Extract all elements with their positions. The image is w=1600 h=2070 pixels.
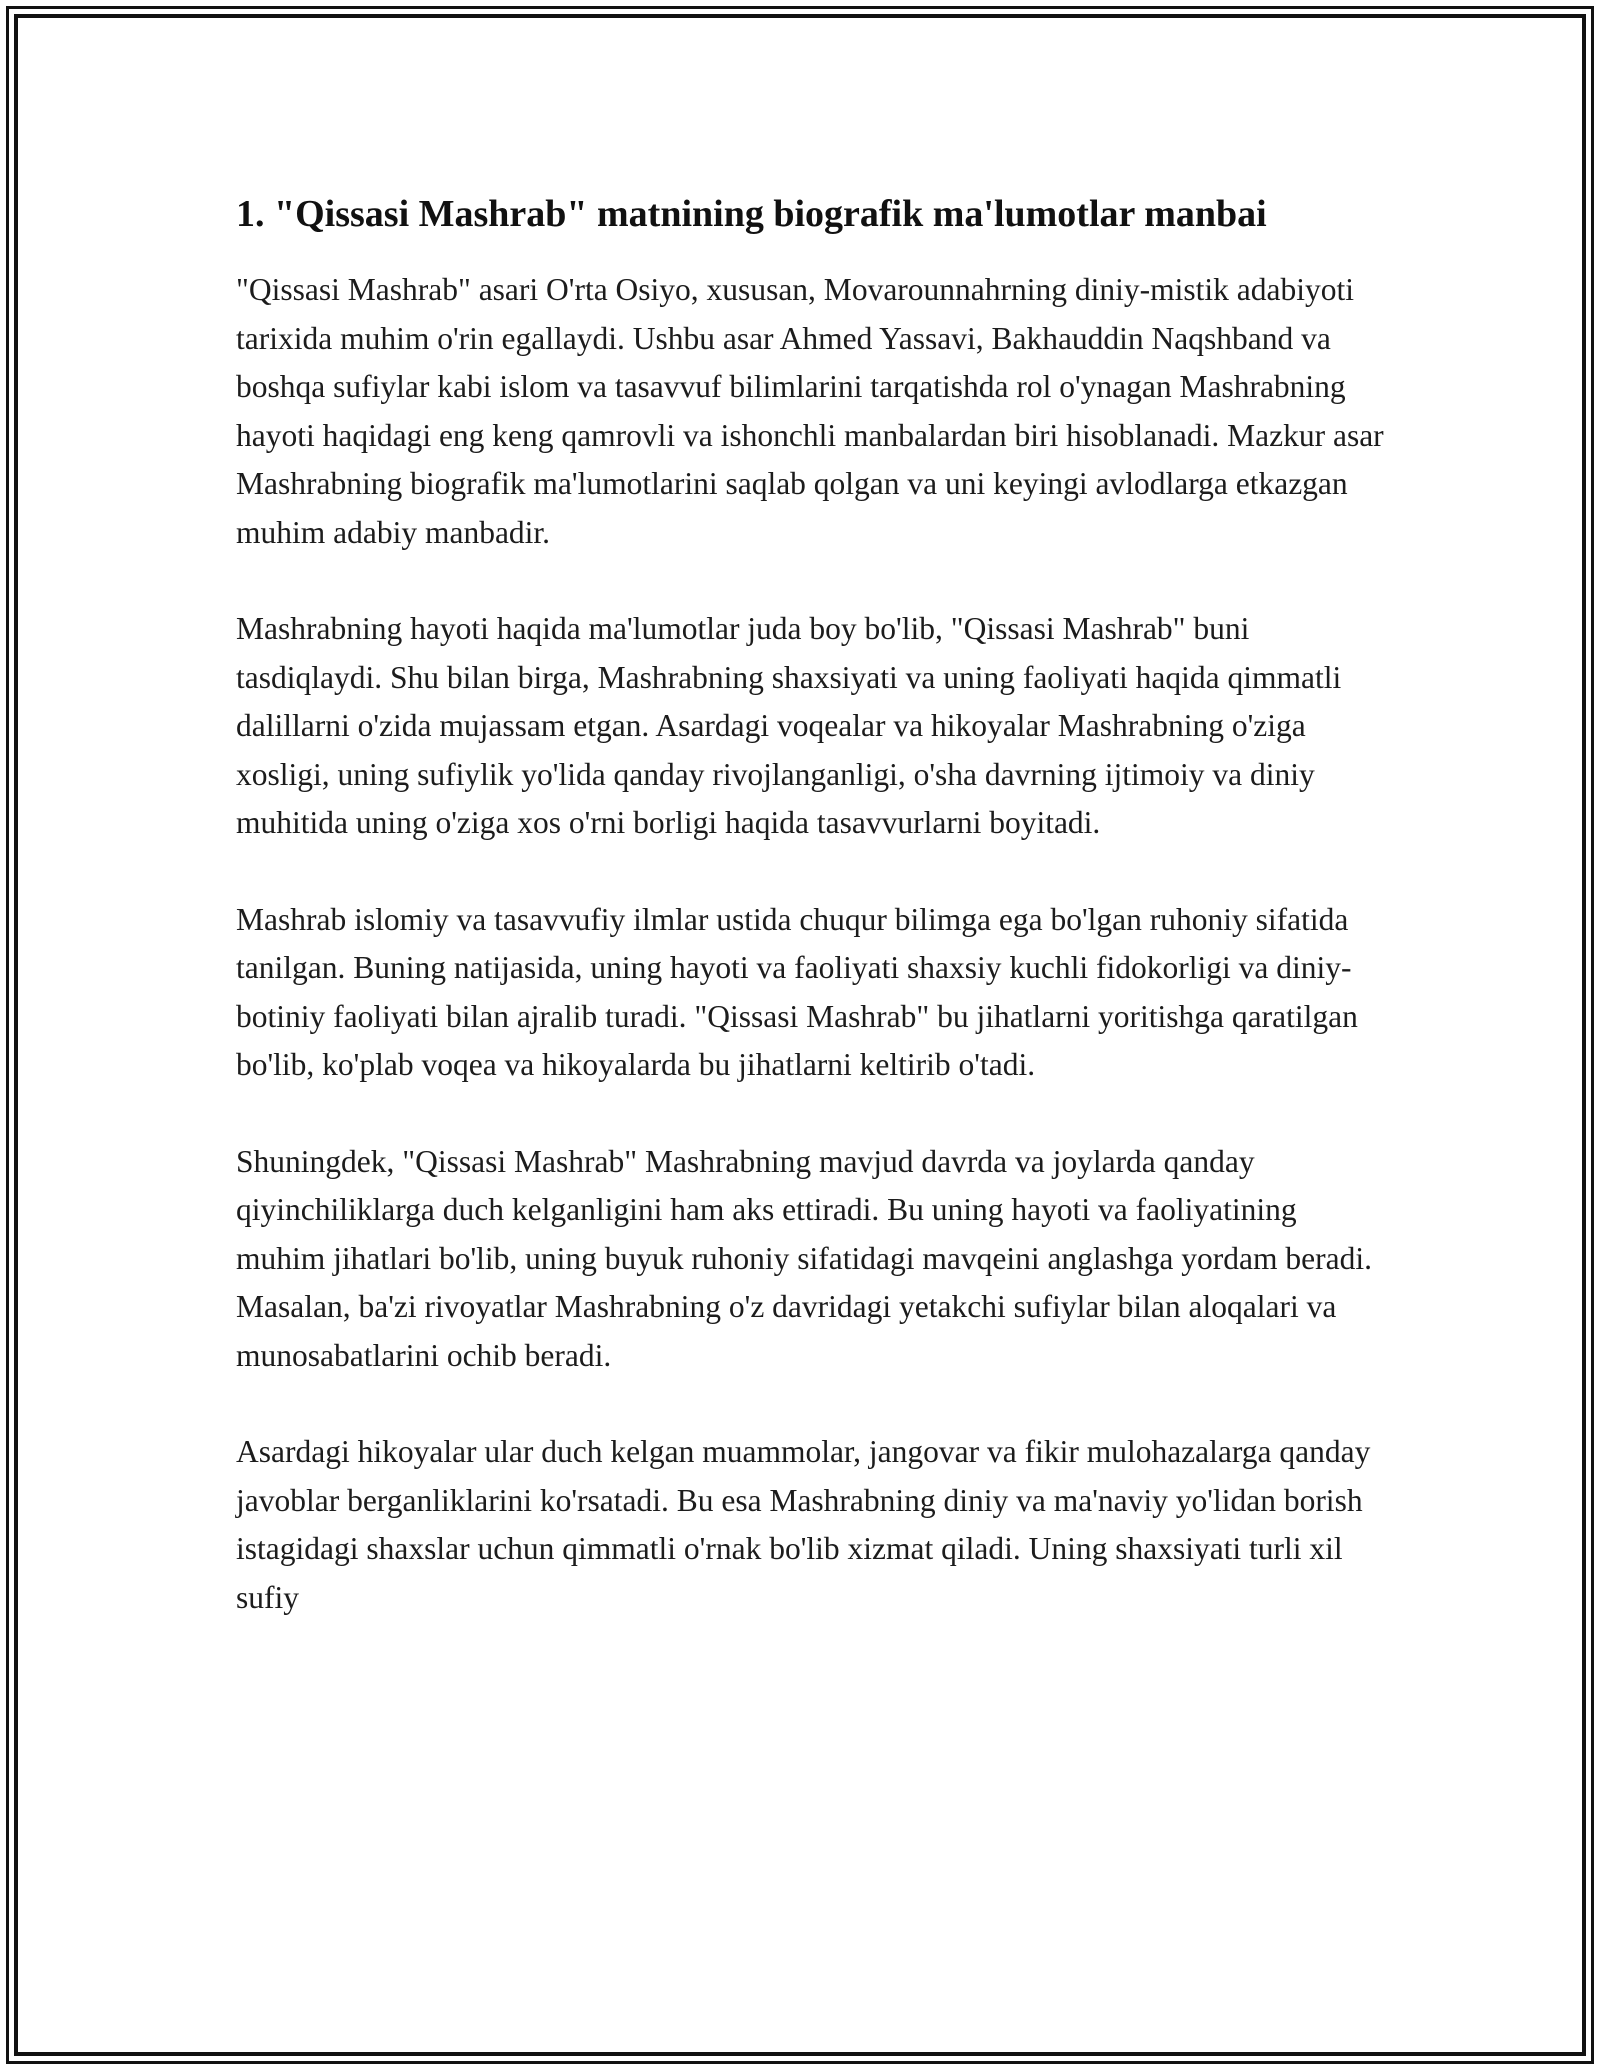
- paragraph-5: Asardagi hikoyalar ular duch kelgan muammolar, jangovar va fikir mulohazalarga qanday javoblar berganliklarini ko'rsatadi. Bu esa Mashrabning diniy va ma'naviy yo'lidan borish istagidagi shaxslar uchun qimmatli o'rnak bo'lib xizmat qiladi. Uning shaxsiyati turli xil sufiy: [236, 1434, 1371, 1615]
- document-body: [236, 186, 1384, 1622]
- paragraph-4: Shuningdek, "Qissasi Mashrab" Mashrabning mavjud davrda va joylarda qanday qiyinchiliklarga duch kelganligini ham aks ettiradi. Bu uning hayoti va faoliyatining muhim jihatlari bo'lib, uning buyuk ruhoniy sifatidagi mavqeini anglashga yordam beradi. Masalan, ba'zi rivoyatlar Mashrabning o'z davridagi yetakchi sufiylar bilan aloqalari va munosabatlarini ochib beradi.: [236, 1143, 1372, 1373]
- section-heading: 1. "Qissasi Mashrab" matnining biografik ma'lumotlar manbai: [236, 193, 1267, 235]
- paragraph-1: "Qissasi Mashrab" asari O'rta Osiyo, xususan, Movarounnahrning diniy-mistik adabiyoti tarixida muhim o'rin egallaydi. Ushbu asar Ahmed Yassavi, Bakhauddin Naqshband va boshqa sufiylar kabi islom va tasavvuf bilimlarini tarqatishda rol o'ynagan Mashrabning hayoti haqidagi eng keng qamrovli va ishonchli manbalardan biri hisoblanadi. Mazkur asar Mashrabning biografik ma'lumotlarini saqlab qolgan va uni keyingi avlodlarga etkazgan muhim adabiy manbadir.: [236, 272, 1384, 550]
- paragraph-2: Mashrabning hayoti haqida ma'lumotlar juda boy bo'lib, "Qissasi Mashrab" buni tasdiqlaydi. Shu bilan birga, Mashrabning shaxsiyati va uning faoliyati haqida qimmatli dalillarni o'zida mujassam etgan. Asardagi voqealar va hikoyalar Mashrabning o'ziga xosligi, uning sufiylik yo'lida qanday rivojlanganligi, o'sha davrning ijtimoiy va diniy muhitida uning o'ziga xos o'rni borligi haqida tasavvurlarni boyitadi.: [236, 611, 1342, 840]
- paragraph-3: Mashrab islomiy va tasavvufiy ilmlar ustida chuqur bilimga ega bo'lgan ruhoniy sifatida tanilgan. Buning natijasida, uning hayoti va faoliyati shaxsiy kuchli fidokorligi va diniy-botiniy faoliyati bilan ajralib turadi. "Qissasi Mashrab" bu jihatlarni yoritishga qaratilgan bo'lib, ko'plab voqea va hikoyalarda bu jihatlarni keltirib o'tadi.: [236, 901, 1358, 1082]
